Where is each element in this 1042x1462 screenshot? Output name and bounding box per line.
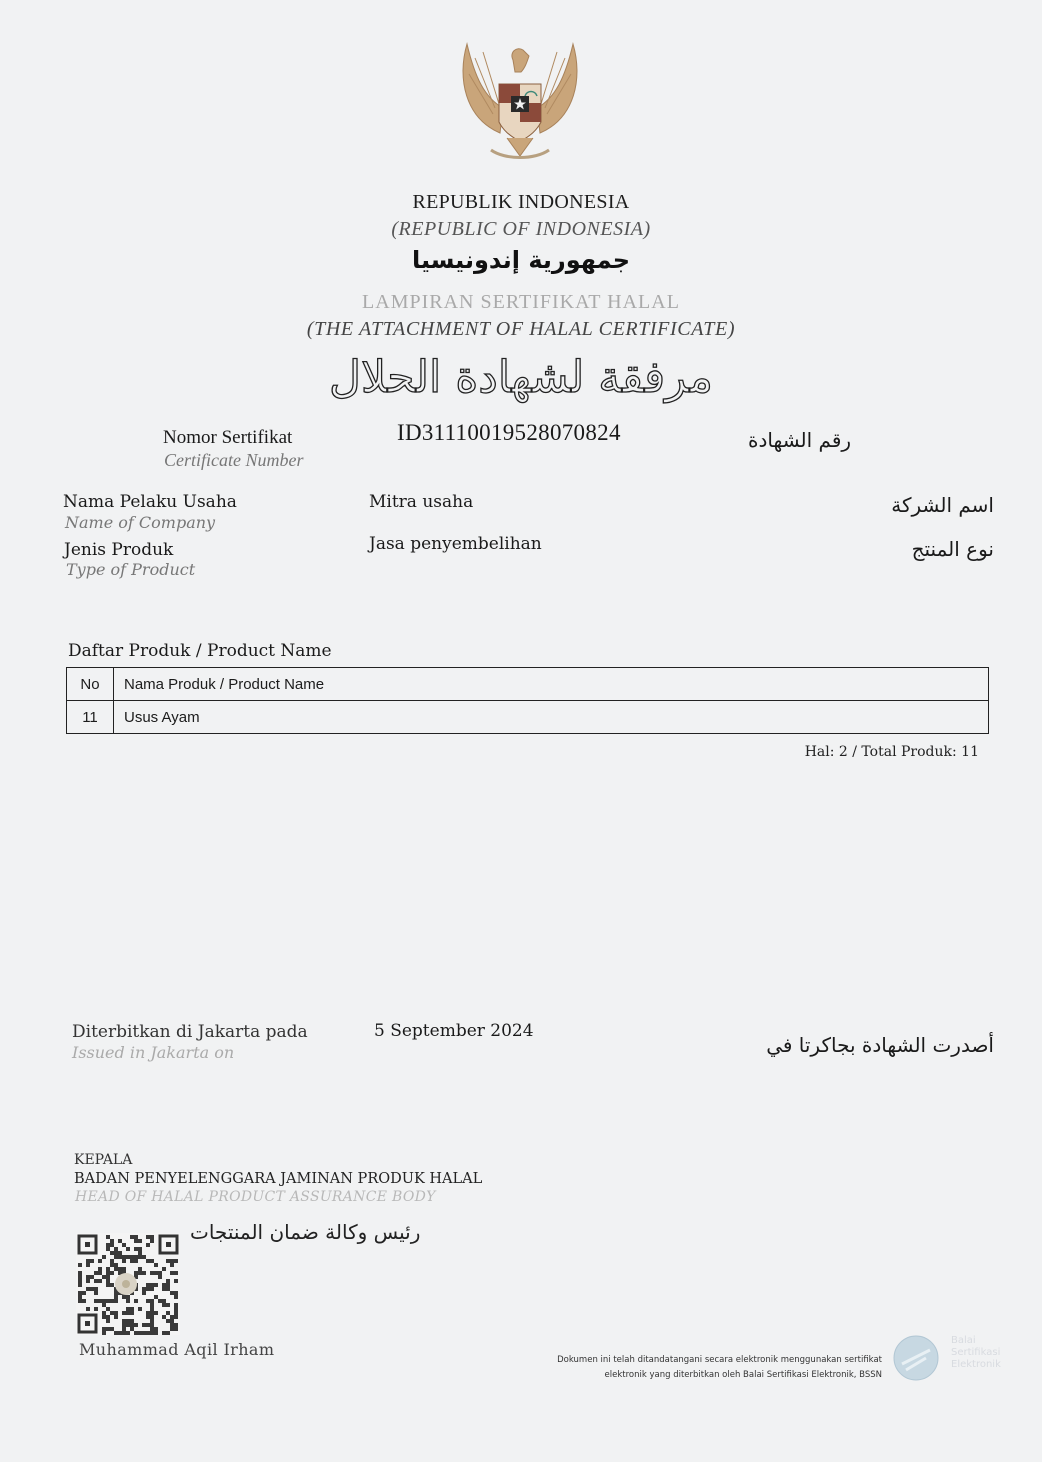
qr-module xyxy=(102,1315,106,1319)
qr-module xyxy=(86,1275,90,1279)
qr-module xyxy=(174,1323,178,1327)
qr-module xyxy=(138,1307,142,1311)
qr-module xyxy=(150,1303,154,1307)
qr-module xyxy=(166,1259,170,1263)
qr-module xyxy=(106,1279,110,1283)
qr-module xyxy=(174,1327,178,1331)
qr-module xyxy=(174,1315,178,1319)
signer-position: KEPALA xyxy=(74,1152,133,1168)
qr-module xyxy=(146,1323,150,1327)
qr-module xyxy=(94,1287,98,1291)
certificate-number-label-en: Certificate Number xyxy=(164,450,304,470)
qr-module xyxy=(162,1283,166,1287)
qr-module xyxy=(110,1259,114,1263)
qr-module xyxy=(118,1267,122,1271)
page-info: Hal: 2 / Total Produk: 11 xyxy=(804,744,979,760)
qr-module xyxy=(146,1299,150,1303)
qr-module xyxy=(154,1327,158,1331)
qr-module xyxy=(102,1311,106,1315)
certificate-number-label-ar: رقم الشهادة xyxy=(748,428,852,452)
qr-module xyxy=(126,1311,130,1315)
qr-module xyxy=(162,1287,166,1291)
qr-module xyxy=(166,1319,170,1323)
qr-module xyxy=(134,1259,138,1263)
qr-module xyxy=(142,1291,146,1295)
qr-module xyxy=(138,1331,142,1335)
qr-module xyxy=(86,1263,90,1267)
qr-module xyxy=(94,1291,98,1295)
qr-module xyxy=(122,1323,126,1327)
qr-module xyxy=(118,1251,122,1255)
qr-module xyxy=(82,1299,86,1303)
qr-module xyxy=(150,1299,154,1303)
qr-module xyxy=(98,1259,102,1263)
qr-module xyxy=(150,1283,154,1287)
qr-module xyxy=(170,1263,174,1267)
product-type-label: Jenis Produk xyxy=(64,540,174,560)
bsre-logo-icon xyxy=(892,1334,940,1382)
qr-module xyxy=(142,1255,146,1259)
qr-module xyxy=(94,1279,98,1283)
qr-module xyxy=(110,1299,114,1303)
qr-module xyxy=(110,1263,114,1267)
qr-module xyxy=(106,1243,110,1247)
qr-module xyxy=(114,1263,118,1267)
qr-module xyxy=(154,1295,158,1299)
qr-module xyxy=(114,1315,118,1319)
qr-module xyxy=(110,1271,114,1275)
qr-module xyxy=(94,1307,98,1311)
issued-label-ar: أصدرت الشهادة بجاكرتا في xyxy=(766,1033,994,1057)
qr-module xyxy=(162,1267,166,1271)
qr-module xyxy=(146,1287,150,1291)
qr-module xyxy=(134,1255,138,1259)
qr-module xyxy=(106,1307,110,1311)
qr-module xyxy=(146,1315,150,1319)
qr-module xyxy=(150,1327,154,1331)
qr-module xyxy=(142,1323,146,1327)
qr-module xyxy=(134,1239,138,1243)
qr-module xyxy=(110,1239,114,1243)
qr-module xyxy=(174,1303,178,1307)
qr-module xyxy=(130,1235,134,1239)
qr-module xyxy=(118,1331,122,1335)
qr-module xyxy=(122,1311,126,1315)
signer-agency-ar: رئيس وكالة ضمان المنتجات xyxy=(190,1220,421,1244)
qr-module xyxy=(126,1255,130,1259)
qr-module xyxy=(150,1271,154,1275)
qr-module xyxy=(138,1247,142,1251)
product-type-label-en: Type of Product xyxy=(66,560,196,579)
qr-module xyxy=(78,1291,82,1295)
qr-module xyxy=(78,1283,82,1287)
qr-module xyxy=(78,1299,82,1303)
qr-module xyxy=(150,1239,154,1243)
qr-code-icon[interactable] xyxy=(76,1233,180,1335)
qr-module xyxy=(138,1251,142,1255)
qr-module xyxy=(126,1319,130,1323)
qr-module xyxy=(146,1311,150,1315)
qr-module xyxy=(126,1331,130,1335)
qr-module xyxy=(146,1243,150,1247)
qr-module xyxy=(98,1279,102,1283)
qr-module xyxy=(94,1271,98,1275)
qr-module xyxy=(150,1307,154,1311)
qr-module xyxy=(122,1331,126,1335)
qr-module xyxy=(174,1271,178,1275)
qr-module xyxy=(154,1263,158,1267)
qr-module xyxy=(134,1323,138,1327)
qr-module xyxy=(90,1287,94,1291)
qr-module xyxy=(114,1267,118,1271)
qr-module xyxy=(174,1307,178,1311)
document-title-en: (THE ATTACHMENT OF HALAL CERTIFICATE) xyxy=(306,318,736,340)
qr-module xyxy=(82,1291,86,1295)
qr-module xyxy=(130,1323,134,1327)
qr-module xyxy=(166,1279,170,1283)
qr-module xyxy=(102,1299,106,1303)
signer-agency-en: HEAD OF HALAL PRODUCT ASSURANCE BODY xyxy=(75,1189,436,1205)
country-title: REPUBLIK INDONESIA xyxy=(412,191,630,213)
product-list-title: Daftar Produk / Product Name xyxy=(68,641,332,661)
qr-module xyxy=(122,1255,126,1259)
signer-name: Muhammad Aqil Irham xyxy=(79,1340,275,1359)
qr-module xyxy=(146,1283,150,1287)
qr-module xyxy=(86,1307,90,1311)
qr-module xyxy=(150,1311,154,1315)
qr-module xyxy=(170,1319,174,1323)
qr-module xyxy=(130,1311,134,1315)
qr-module xyxy=(158,1271,162,1275)
document-title-ar: مرفقة لشهادة الحلال xyxy=(329,352,713,403)
qr-module xyxy=(86,1259,90,1263)
qr-module xyxy=(114,1251,118,1255)
qr-module xyxy=(86,1279,90,1283)
qr-module xyxy=(150,1235,154,1239)
qr-module xyxy=(134,1247,138,1251)
product-no: 11 xyxy=(67,701,114,734)
qr-module xyxy=(98,1267,102,1271)
qr-module xyxy=(158,1275,162,1279)
qr-module xyxy=(162,1315,166,1319)
qr-module xyxy=(110,1311,114,1315)
qr-module xyxy=(126,1307,130,1311)
qr-module xyxy=(150,1323,154,1327)
qr-module xyxy=(122,1267,126,1271)
qr-module xyxy=(110,1251,114,1255)
qr-module xyxy=(94,1299,98,1303)
qr-module xyxy=(170,1327,174,1331)
qr-module xyxy=(78,1279,82,1283)
qr-module xyxy=(166,1331,170,1335)
qr-module xyxy=(110,1327,114,1331)
qr-module xyxy=(170,1315,174,1319)
qr-module xyxy=(118,1239,122,1243)
qr-module xyxy=(110,1243,114,1247)
qr-module xyxy=(102,1327,106,1331)
qr-module xyxy=(130,1255,134,1259)
qr-module xyxy=(86,1287,90,1291)
qr-module xyxy=(150,1287,154,1291)
company-label-en: Name of Company xyxy=(65,513,216,532)
qr-module xyxy=(102,1275,106,1279)
qr-module xyxy=(138,1255,142,1259)
qr-module xyxy=(114,1311,118,1315)
qr-module xyxy=(162,1299,166,1303)
qr-module xyxy=(174,1295,178,1299)
product-type-label-ar: نوع المنتج xyxy=(911,537,994,561)
certificate-number-label: Nomor Sertifikat xyxy=(163,427,293,448)
document-title: LAMPIRAN SERTIFIKAT HALAL xyxy=(362,291,680,313)
issued-label: Diterbitkan di Jakarta pada xyxy=(72,1022,308,1042)
qr-module xyxy=(170,1323,174,1327)
qr-module xyxy=(78,1295,82,1299)
qr-module xyxy=(142,1287,146,1291)
qr-module xyxy=(110,1283,114,1287)
garuda-emblem-icon xyxy=(455,38,585,168)
country-title-en: (REPUBLIC OF INDONESIA) xyxy=(391,218,651,240)
qr-module xyxy=(170,1259,174,1263)
qr-module xyxy=(126,1323,130,1327)
bsre-logo-text xyxy=(951,1335,1001,1371)
qr-module xyxy=(106,1315,110,1319)
qr-module xyxy=(102,1331,106,1335)
qr-module xyxy=(106,1319,110,1323)
bsre-text-line-1: Balai xyxy=(951,1335,976,1346)
qr-module xyxy=(106,1275,110,1279)
qr-module xyxy=(154,1283,158,1287)
qr-module xyxy=(142,1271,146,1275)
qr-module xyxy=(174,1259,178,1263)
qr-module xyxy=(166,1303,170,1307)
qr-module xyxy=(118,1255,122,1259)
qr-module xyxy=(166,1287,170,1291)
qr-module xyxy=(162,1303,166,1307)
qr-module xyxy=(90,1259,94,1263)
qr-module xyxy=(138,1271,142,1275)
qr-module xyxy=(114,1295,118,1299)
issued-date: 5 September 2024 xyxy=(374,1021,534,1041)
column-header-no: No xyxy=(67,668,114,701)
qr-module xyxy=(102,1255,106,1259)
certificate-number: ID31110019528070824 xyxy=(397,420,621,445)
qr-module xyxy=(114,1247,118,1251)
qr-module xyxy=(106,1247,110,1251)
qr-module xyxy=(134,1235,138,1239)
esign-line-1: Dokumen ini telah ditandatangani secara elektronik menggunakan sertifikat xyxy=(557,1355,882,1365)
qr-module xyxy=(106,1267,110,1271)
qr-module xyxy=(174,1279,178,1283)
qr-module xyxy=(130,1319,134,1323)
qr-module xyxy=(166,1311,170,1315)
qr-module xyxy=(106,1235,110,1239)
company-value: Mitra usaha xyxy=(369,492,474,512)
qr-module xyxy=(154,1311,158,1315)
qr-module xyxy=(146,1259,150,1263)
qr-module xyxy=(78,1271,82,1275)
qr-module xyxy=(98,1299,102,1303)
qr-module xyxy=(138,1267,142,1271)
table-row xyxy=(67,701,989,734)
qr-module xyxy=(130,1259,134,1263)
qr-module xyxy=(170,1291,174,1295)
qr-module xyxy=(170,1271,174,1275)
qr-module xyxy=(106,1327,110,1331)
qr-module xyxy=(134,1331,138,1335)
esign-line-2: elektronik yang diterbitkan oleh Balai Sertifikasi Elektronik, BSSN xyxy=(604,1370,882,1380)
qr-module xyxy=(150,1259,154,1263)
qr-module xyxy=(154,1271,158,1275)
qr-module xyxy=(122,1295,126,1299)
qr-module xyxy=(122,1243,126,1247)
qr-module xyxy=(130,1327,134,1331)
qr-module xyxy=(126,1299,130,1303)
qr-module xyxy=(138,1239,142,1243)
qr-module xyxy=(106,1271,110,1275)
company-label-ar: اسم الشركة xyxy=(891,493,994,517)
qr-module xyxy=(122,1319,126,1323)
qr-module xyxy=(122,1259,126,1263)
issued-label-en: Issued in Jakarta on xyxy=(72,1043,235,1062)
qr-module xyxy=(146,1331,150,1335)
qr-module xyxy=(90,1275,94,1279)
signer-agency: BADAN PENYELENGGARA JAMINAN PRODUK HALAL xyxy=(74,1171,483,1187)
qr-module xyxy=(146,1235,150,1239)
table-header-row xyxy=(67,668,989,701)
qr-module xyxy=(134,1271,138,1275)
qr-module xyxy=(150,1319,154,1323)
electronic-signature-note xyxy=(520,1353,882,1383)
qr-module xyxy=(102,1303,106,1307)
qr-module xyxy=(126,1247,130,1251)
qr-module xyxy=(106,1299,110,1303)
product-type-value: Jasa penyembelihan xyxy=(369,534,542,554)
country-title-ar: جمهورية إندونيسيا xyxy=(411,246,631,274)
bsre-text-line-3: Elektronik xyxy=(951,1359,1001,1370)
qr-module xyxy=(150,1315,154,1319)
qr-module xyxy=(166,1283,170,1287)
qr-module xyxy=(174,1291,178,1295)
qr-module xyxy=(174,1311,178,1315)
qr-module xyxy=(154,1331,158,1335)
product-table xyxy=(66,667,989,734)
qr-module xyxy=(114,1299,118,1303)
qr-module xyxy=(130,1307,134,1311)
qr-module xyxy=(114,1255,118,1259)
qr-module xyxy=(78,1263,82,1267)
product-name: Usus Ayam xyxy=(114,701,989,734)
qr-module xyxy=(114,1331,118,1335)
company-label: Nama Pelaku Usaha xyxy=(63,492,237,512)
qr-module xyxy=(114,1291,118,1295)
qr-module xyxy=(150,1331,154,1335)
qr-module xyxy=(122,1327,126,1331)
qr-module xyxy=(142,1331,146,1335)
qr-module xyxy=(134,1299,138,1303)
bsre-text-line-2: Sertifikasi xyxy=(951,1347,1001,1358)
qr-module xyxy=(106,1283,110,1287)
qr-module xyxy=(158,1299,162,1303)
qr-module xyxy=(98,1271,102,1275)
column-header-name: Nama Produk / Product Name xyxy=(114,668,989,701)
qr-module xyxy=(126,1295,130,1299)
qr-module xyxy=(162,1331,166,1335)
qr-module xyxy=(78,1275,82,1279)
